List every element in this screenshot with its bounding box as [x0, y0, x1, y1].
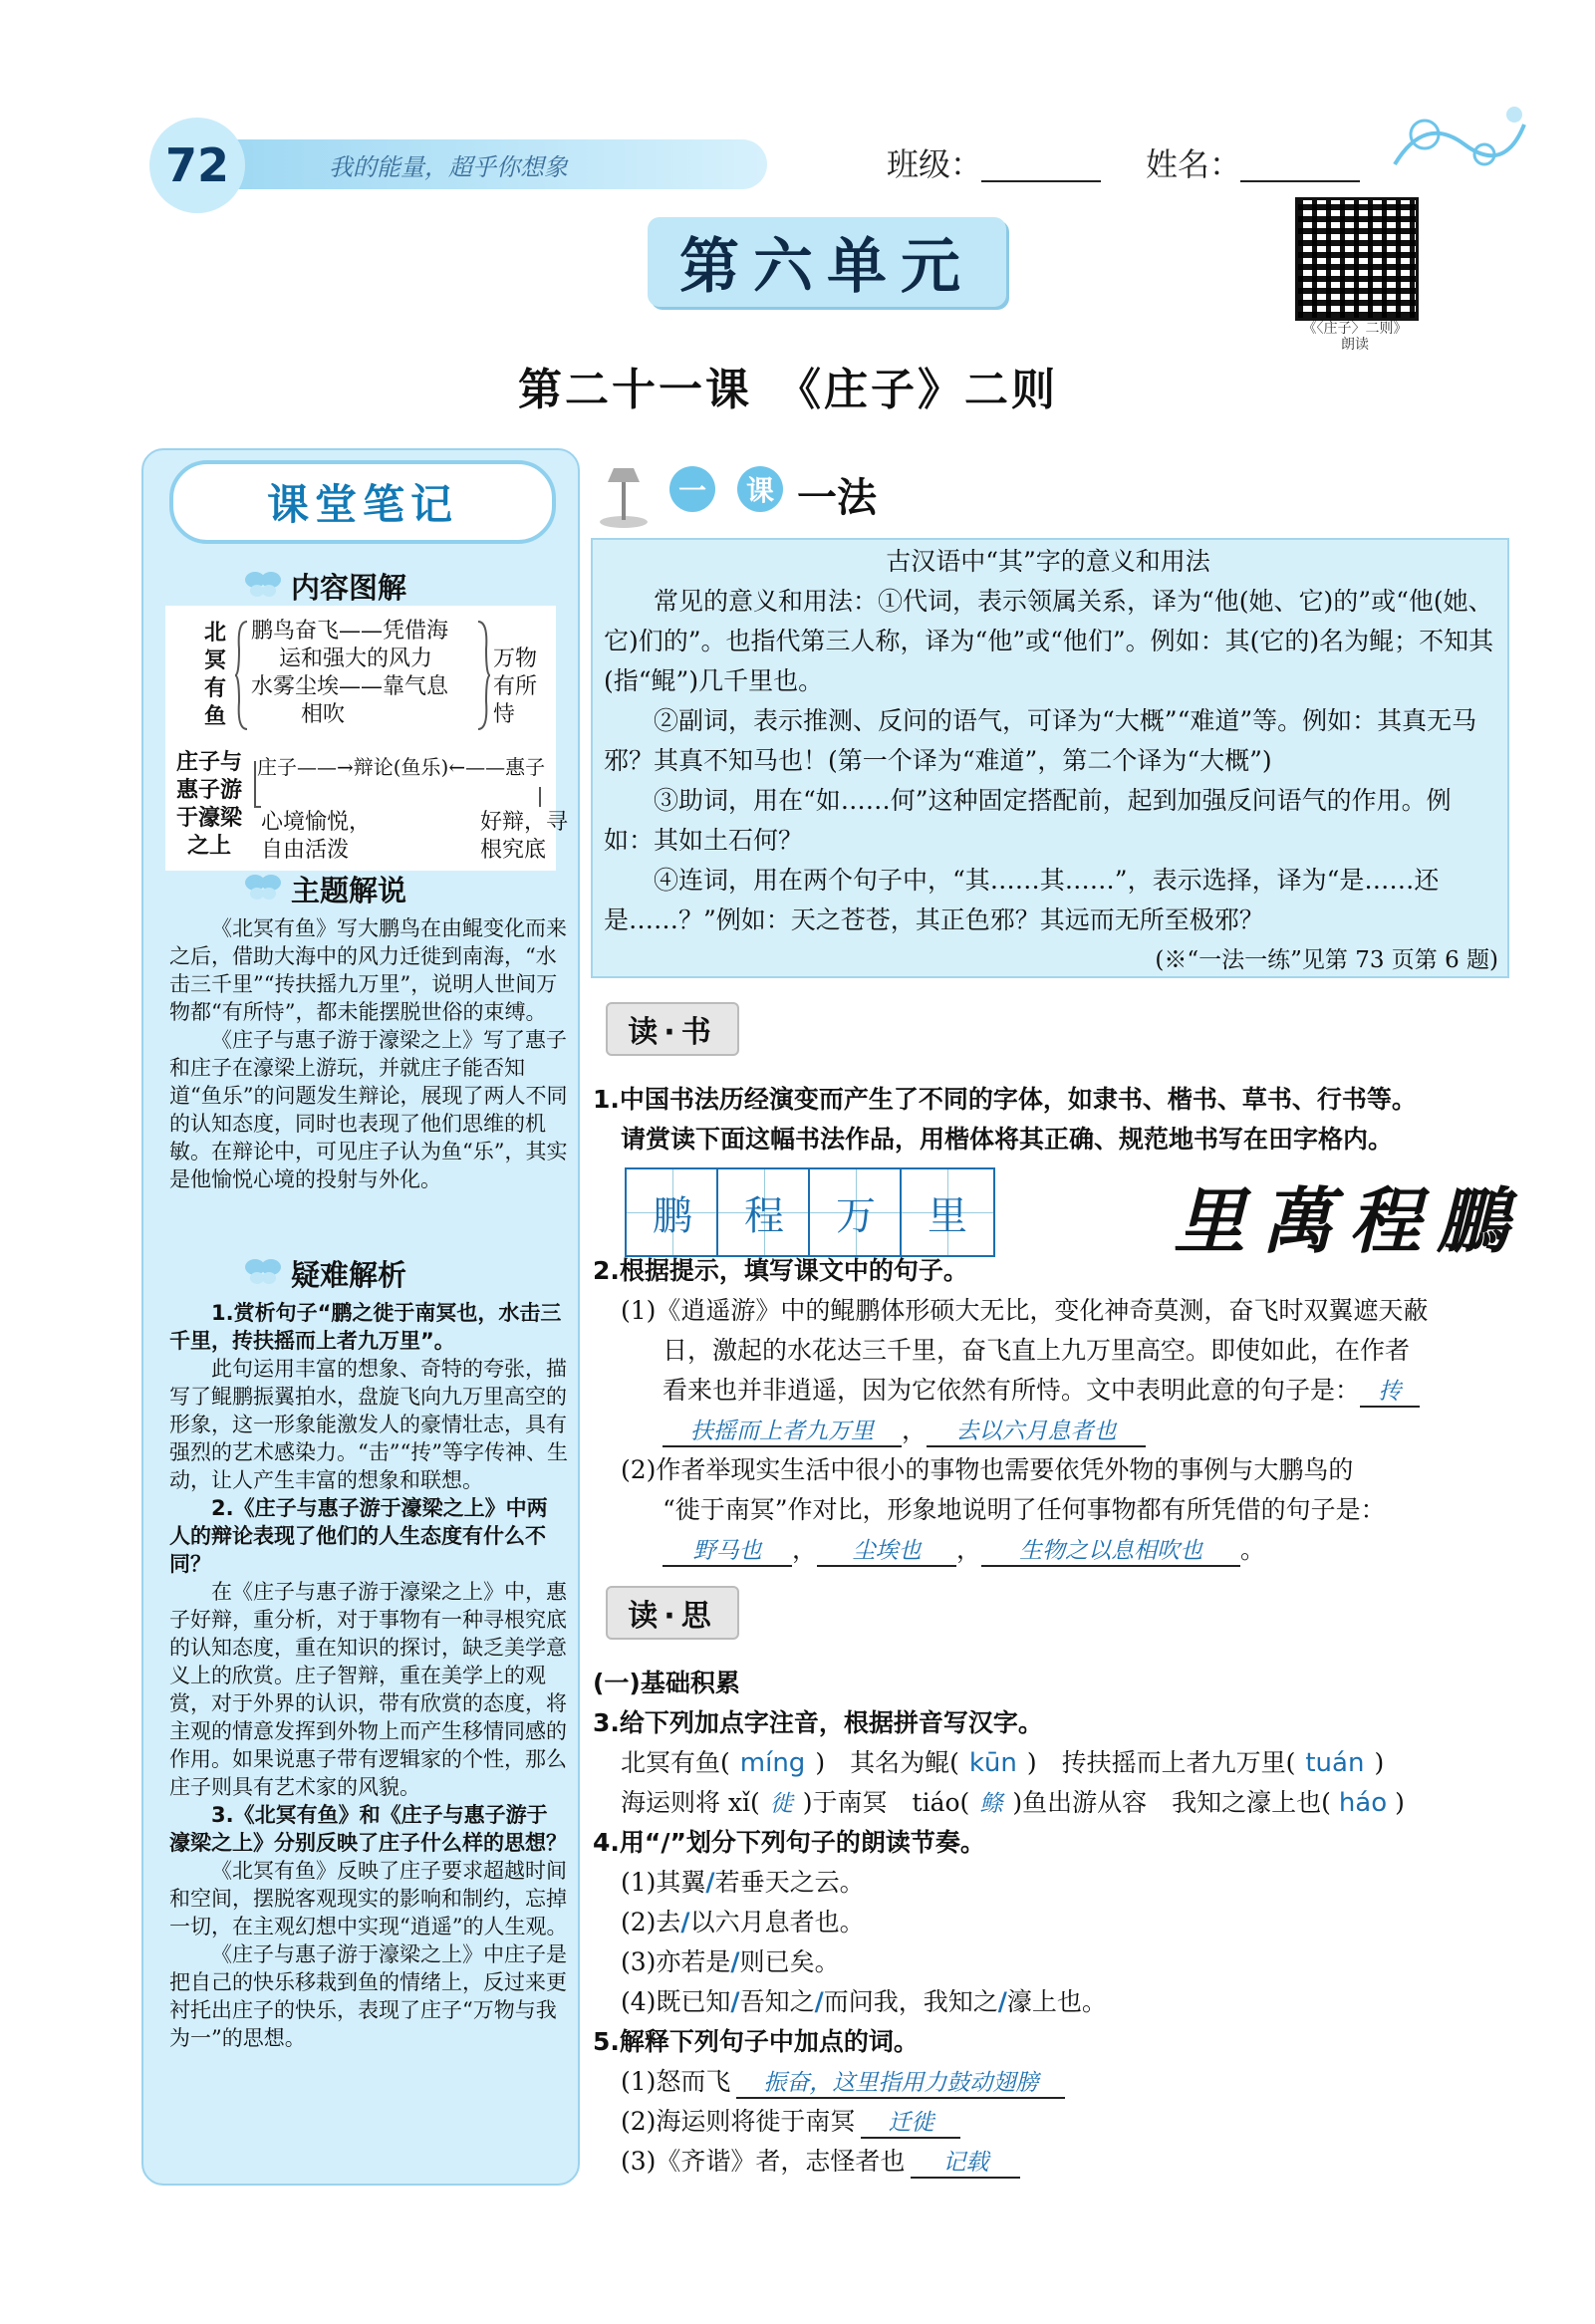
answer-blank[interactable]: 去以六月息者也	[927, 1413, 1146, 1447]
difficulty-a1: 此句运用丰富的想象、奇特的夸张，描写了鲲鹏振翼拍水，盘旋飞向九万里高空的形象，这一形象能激发人的豪情壮志，具有强烈的艺术感染力。“击”“抟”等字传神、生动，让人产生丰富的想象和联想。	[169, 1357, 568, 1492]
map-part2-right: 好辩，寻 根究底	[480, 810, 569, 863]
answer-blank[interactable]: 记载	[911, 2144, 1020, 2179]
tianzige-cell-1[interactable]: 鹏	[625, 1167, 720, 1257]
method-tag-two: 课	[737, 466, 783, 512]
define-item: (2)海运则将徙于南冥 迁徙	[621, 2102, 1065, 2142]
rhythm-item: (4)既已知/吾知之/而问我，我知之/濠上也。	[621, 1987, 1107, 2016]
method-body: 常见的意义和用法：①代词，表示领属关系，译为“他(她、它)的”或“他(她、它)们的”。也指代第三人称，译为“他”或“他们”。例如：其(它的)名为鲲；不知其(指“鲲”)几千里也。 ②副词，表示推测、反问的语气，可译为“大概”“难道”等。例如：其真无马邪？其真不知马也！(第一个译为“难道”，第二个译为“大概”) ③助词，用在“如……何”这种固定搭配前，起到加强反问语气的作用。例如：其如土石何？ ④连词，用在两个句子中，“其……其……”，表示选择，译为“是……还是……？”例如：天之苍苍，其正色邪？其远而无所至极邪？ (※“一法一练”见第 73 页第 6 题)	[604, 587, 1498, 973]
hanzi-answer[interactable]: 鲦	[979, 1791, 1003, 1817]
difficulty-q3: 3.《北冥有鱼》和《庄子与惠子游于濠梁之上》分别反映了庄子什么样的思想？	[169, 1803, 567, 1855]
method-tag-one: 一	[669, 466, 715, 512]
floral-ornament-icon	[1385, 95, 1534, 194]
answer-blank[interactable]: 野马也	[663, 1532, 792, 1567]
difficulty-title: 疑难解析	[291, 1258, 407, 1292]
butterfly-icon	[244, 570, 282, 598]
pinyin-answer[interactable]: kūn	[968, 1748, 1017, 1778]
difficulty-list	[169, 1299, 568, 2052]
theme-text: 《北冥有鱼》写大鹏鸟在由鲲变化而来之后，借助大海中的风力迁徙到南海，“水击三千里”“抟扶摇九万里”，说明人世间万物都“有所恃”，都未能摆脱世俗的束缚。 《庄子与惠子游于濠梁之上》写了惠子和庄子在濠梁上游玩，并就庄子能否知道“鱼乐”的问题发生辩论，展现了两人不同的认知态度，同时也表现了他们思维的机敏。在辩论中，可见庄子认为鱼“乐”，其实是他愉悦心境的投射与外化。	[169, 916, 568, 1191]
q4-items	[621, 1863, 1107, 2022]
tianzige-cell-4[interactable]: 里	[900, 1167, 995, 1257]
class-blank	[981, 144, 1101, 182]
method-heading: 一法	[797, 475, 877, 521]
q5-items	[621, 2062, 1065, 2182]
define-item: (1)怒而飞 振奋，这里指用力鼓动翅膀	[621, 2062, 1065, 2102]
qr-code[interactable]	[1295, 197, 1419, 321]
method-title: 古汉语中“其”字的意义和用法	[886, 547, 1210, 576]
map-part2-mid: 庄子——→辩论(鱼乐)←——惠子	[257, 755, 546, 779]
hanzi-answer[interactable]: 徙	[769, 1791, 793, 1817]
slogan: 我的能量，超乎你想象	[329, 153, 568, 181]
pinyin-answer[interactable]: míng	[739, 1748, 806, 1778]
map-part2-left: 心境愉悦， 自由活泼	[261, 810, 372, 863]
brace-icon	[235, 620, 249, 731]
answer-blank[interactable]: 振奋，这里指用力鼓动翅膀	[736, 2064, 1065, 2099]
rhythm-item: (1)其翼/若垂天之云。	[621, 1868, 865, 1897]
qr-caption: 《〈庄子〉二则》 朗读	[1302, 321, 1408, 353]
brace-icon	[476, 620, 490, 731]
q2-2-text: (2)作者举现实生活中很小的事物也需要依凭外物的事例与大鹏鸟的 “徙于南冥”作对比，形象地说明了任何事物都有所凭借的句子是： 野马也 ， 尘埃也 ， 生物之以息相吹也 。	[621, 1450, 1517, 1570]
lamp-icon	[594, 460, 654, 530]
q2-1-text: (1)《逍遥游》中的鲲鹏体形硕大无比，变化神奇莫测，奋飞时双翼遮天蔽 日，激起的水花达三千里，奋飞直上九万里高空。即使如此，在作者 看来也并非逍遥，因为它依然有所恃。文中表明此意的句子是： 抟 扶摇而上者九万里 ， 去以六月息者也	[621, 1291, 1517, 1450]
answer-blank[interactable]: 尘埃也	[817, 1532, 956, 1567]
read-book-tab: 读·书	[606, 1002, 739, 1056]
difficulty-a3: 《北冥有鱼》反映了庄子要求超越时间和空间，摆脱客观现实的影响和制约，忘掉一切，在主观幻想中实现“逍遥”的人生观。	[169, 1859, 568, 1938]
theme-title: 主题解说	[291, 874, 407, 907]
difficulty-q1: 1.赏析句子“鹏之徙于南冥也，水击三千里，抟扶摇而上者九万里”。	[169, 1301, 562, 1353]
tianzige-cell-2[interactable]: 程	[716, 1167, 812, 1257]
q4-title: 4.用“/”划分下列句子的朗读节奏。	[593, 1828, 985, 1857]
pinyin-answer[interactable]: háo	[1338, 1788, 1388, 1818]
name-label: 姓名：	[1146, 145, 1242, 183]
q3-title: 3.给下列加点字注音，根据拼音写汉字。	[593, 1708, 1043, 1737]
read-think-tab: 读·思	[606, 1586, 739, 1640]
q3-line1: 北冥有鱼( míng ) 其名为鲲( kūn ) 抟扶摇而上者九万里( tuán )	[621, 1748, 1385, 1778]
page-number: 72	[149, 118, 245, 213]
map-part1-head: 北冥有鱼	[204, 621, 227, 729]
tianzige-cell-3[interactable]: 万	[808, 1167, 904, 1257]
map-part1-right: 万物有所恃	[493, 646, 538, 727]
map-connector-lines	[251, 757, 556, 817]
answer-blank[interactable]: 生物之以息相吹也	[981, 1532, 1240, 1567]
lesson-title: 第二十一课 《庄子》二则	[518, 365, 1058, 415]
define-item: (3)《齐谐》者，志怪者也 记载	[621, 2142, 1065, 2182]
q2-title: 2.根据提示，填写课文中的句子。	[593, 1256, 968, 1285]
unit-title: 第六单元	[648, 217, 1006, 307]
butterfly-icon	[244, 1257, 282, 1285]
answer-blank[interactable]: 扶摇而上者九万里	[663, 1413, 902, 1447]
class-label: 班级：	[887, 145, 983, 183]
map-part1-lines: 鹏鸟奋飞——凭借海 运和强大的风力 水雾尘埃——靠气息 相吹	[251, 619, 449, 727]
rhythm-item: (3)亦若是/则已矣。	[621, 1947, 840, 1976]
answer-blank[interactable]: 迁徙	[861, 2104, 960, 2139]
name-blank	[1240, 144, 1360, 182]
difficulty-a3b: 《庄子与惠子游于濠梁之上》中庄子是把自己的快乐移栽到鱼的情绪上，反过来更衬托出庄子的快乐，表现了庄子“万物与我为一”的思想。	[169, 1942, 567, 2050]
q1-line1: 1.中国书法历经演变而产生了不同的字体，如隶书、楷书、草书、行书等。	[593, 1085, 1417, 1114]
pinyin-answer[interactable]: tuán	[1305, 1748, 1365, 1778]
difficulty-q2: 2.《庄子与惠子游于濠梁之上》中两人的辩论表现了他们的人生态度有什么不同？	[169, 1496, 548, 1576]
q3-line2: 海运则将 xǐ( 徙 )于南冥 tiáo( 鲦 )鱼出游从容 我知之濠上也( háo )	[621, 1788, 1405, 1818]
content-map-title: 内容图解	[291, 571, 407, 605]
calligraphy-artwork: 里萬程鵬	[1174, 1178, 1525, 1263]
q5-title: 5.解释下列句子中加点的词。	[593, 2027, 919, 2056]
difficulty-a2: 在《庄子与惠子游于濠梁之上》中，惠子好辩，重分析，对于事物有一种寻根究底的认知态度，重在知识的探讨，缺乏美学意义上的欣赏。庄子智辩，重在美学上的观赏，对于外界的认识，带有欣赏的态度，将主观的情意发挥到外物上而产生移情同感的作用。如果说惠子带有逻辑家的个性，那么庄子则具有艺术家的风貌。	[169, 1580, 567, 1799]
rhythm-item: (2)去/以六月息者也。	[621, 1908, 865, 1937]
basic-section-title: (一)基础积累	[593, 1669, 740, 1697]
answer-blank[interactable]: 抟	[1360, 1373, 1420, 1408]
q1-line2: 请赏读下面这幅书法作品，用楷体将其正确、规范地书写在田字格内。	[621, 1125, 1394, 1154]
map-part2-head: 庄子与惠子游于濠梁之上	[175, 750, 242, 859]
notes-title: 课堂笔记	[169, 460, 556, 544]
butterfly-icon	[244, 873, 282, 901]
